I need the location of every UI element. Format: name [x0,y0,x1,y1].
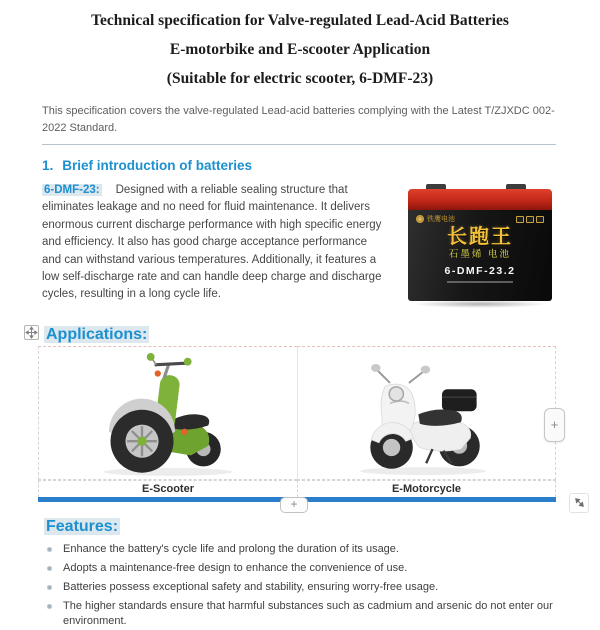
battery-cert-badges [516,216,544,223]
bullet-icon [47,585,52,590]
features-label: Features: [46,517,119,535]
spec-intro-paragraph: This specification covers the valve-regulated Lead-acid batteries complying with the Latest T/ZJXDC 002-2022 Standard. [42,105,555,134]
applications-section [44,325,559,511]
table-resize-handle[interactable] [569,493,589,513]
feature-item [44,580,564,596]
applications-label: Applications: [46,325,148,343]
feature-text: Enhance the battery's cycle life and prolong the duration of its usage. [63,542,399,555]
feature-item [44,599,564,630]
battery-product-image [404,184,556,308]
section-heading-1 [42,158,600,173]
cert-badge-icon [526,216,534,223]
add-row-button[interactable]: + [280,497,308,513]
doc-title-line1: Technical specification for Valve-regulated Lead-Acid Batteries [91,12,509,29]
e-motorcycle-caption: E-Motorcycle [297,480,556,497]
cert-badge-icon [516,216,524,223]
table-image-row [38,346,556,480]
e-scooter-image-cell [38,346,297,480]
bullet-icon [47,547,52,552]
applications-label-row [44,326,556,342]
feature-item [44,561,564,577]
bullet-icon [47,566,52,571]
applications-table[interactable] [38,346,559,511]
model-label-chip: 6-DMF-23: [44,184,100,196]
battery-subtitle: 石墨烯 电池 [448,249,512,260]
features-list [44,542,600,630]
battery-fineprint-line [447,281,513,283]
e-scooter-caption: E-Scooter [38,480,297,497]
resize-diagonal-icon [574,497,585,508]
doc-title-line2: E-motorbike and E-scooter Application [169,41,431,58]
doc-title-line3: (Suitable for electric scooter, 6-DMF-23) [166,70,434,87]
battery-description-text: Designed with a reliable sealing structure that eliminates leakage and no need for fluid maintenance. It delivers enormous current discharge performance with high specific energy and efficiency. It also has good charge acceptance performance and can withstand various temperatures. Additionally, it features a low self-discharge rate and can handle deep charge and discharge cycles, resulting in a long cycle life. [42,184,382,301]
battery-product-name: 长跑王 [447,226,513,248]
battery-brand-emblem-icon [416,215,424,223]
battery-brand-row [408,210,552,224]
e-motorcycle-image-cell [297,346,556,480]
bullet-icon [47,604,52,609]
e-scooter-image [70,353,266,479]
table-caption-row [38,480,556,497]
feature-text: The higher standards ensure that harmful substances such as cadmium and arsenic do not enter our environment. [63,599,553,628]
section-divider [42,144,556,145]
feature-text: Adopts a maintenance-free design to enhance the convenience of use. [63,561,408,574]
feature-text: Batteries possess exceptional safety and stability, ensuring worry-free usage. [63,580,439,593]
battery-brand [416,214,455,224]
section-title: Brief introduction of batteries [62,158,253,173]
section-1-body [42,182,558,304]
e-motorcycle-image [329,353,525,479]
feature-item [44,542,564,558]
add-column-button[interactable]: + [544,408,565,442]
section-number: 1. [42,158,54,173]
battery-front-label [408,210,552,301]
cert-badge-icon [536,216,544,223]
table-move-handle[interactable] [24,325,39,340]
battery-model-number: 6-DMF-23.2 [444,265,516,277]
battery-red-top [408,189,552,210]
move-arrows-icon [26,327,37,338]
features-section [44,518,600,630]
battery-brand-text: 铁鹰电池 [427,216,455,223]
